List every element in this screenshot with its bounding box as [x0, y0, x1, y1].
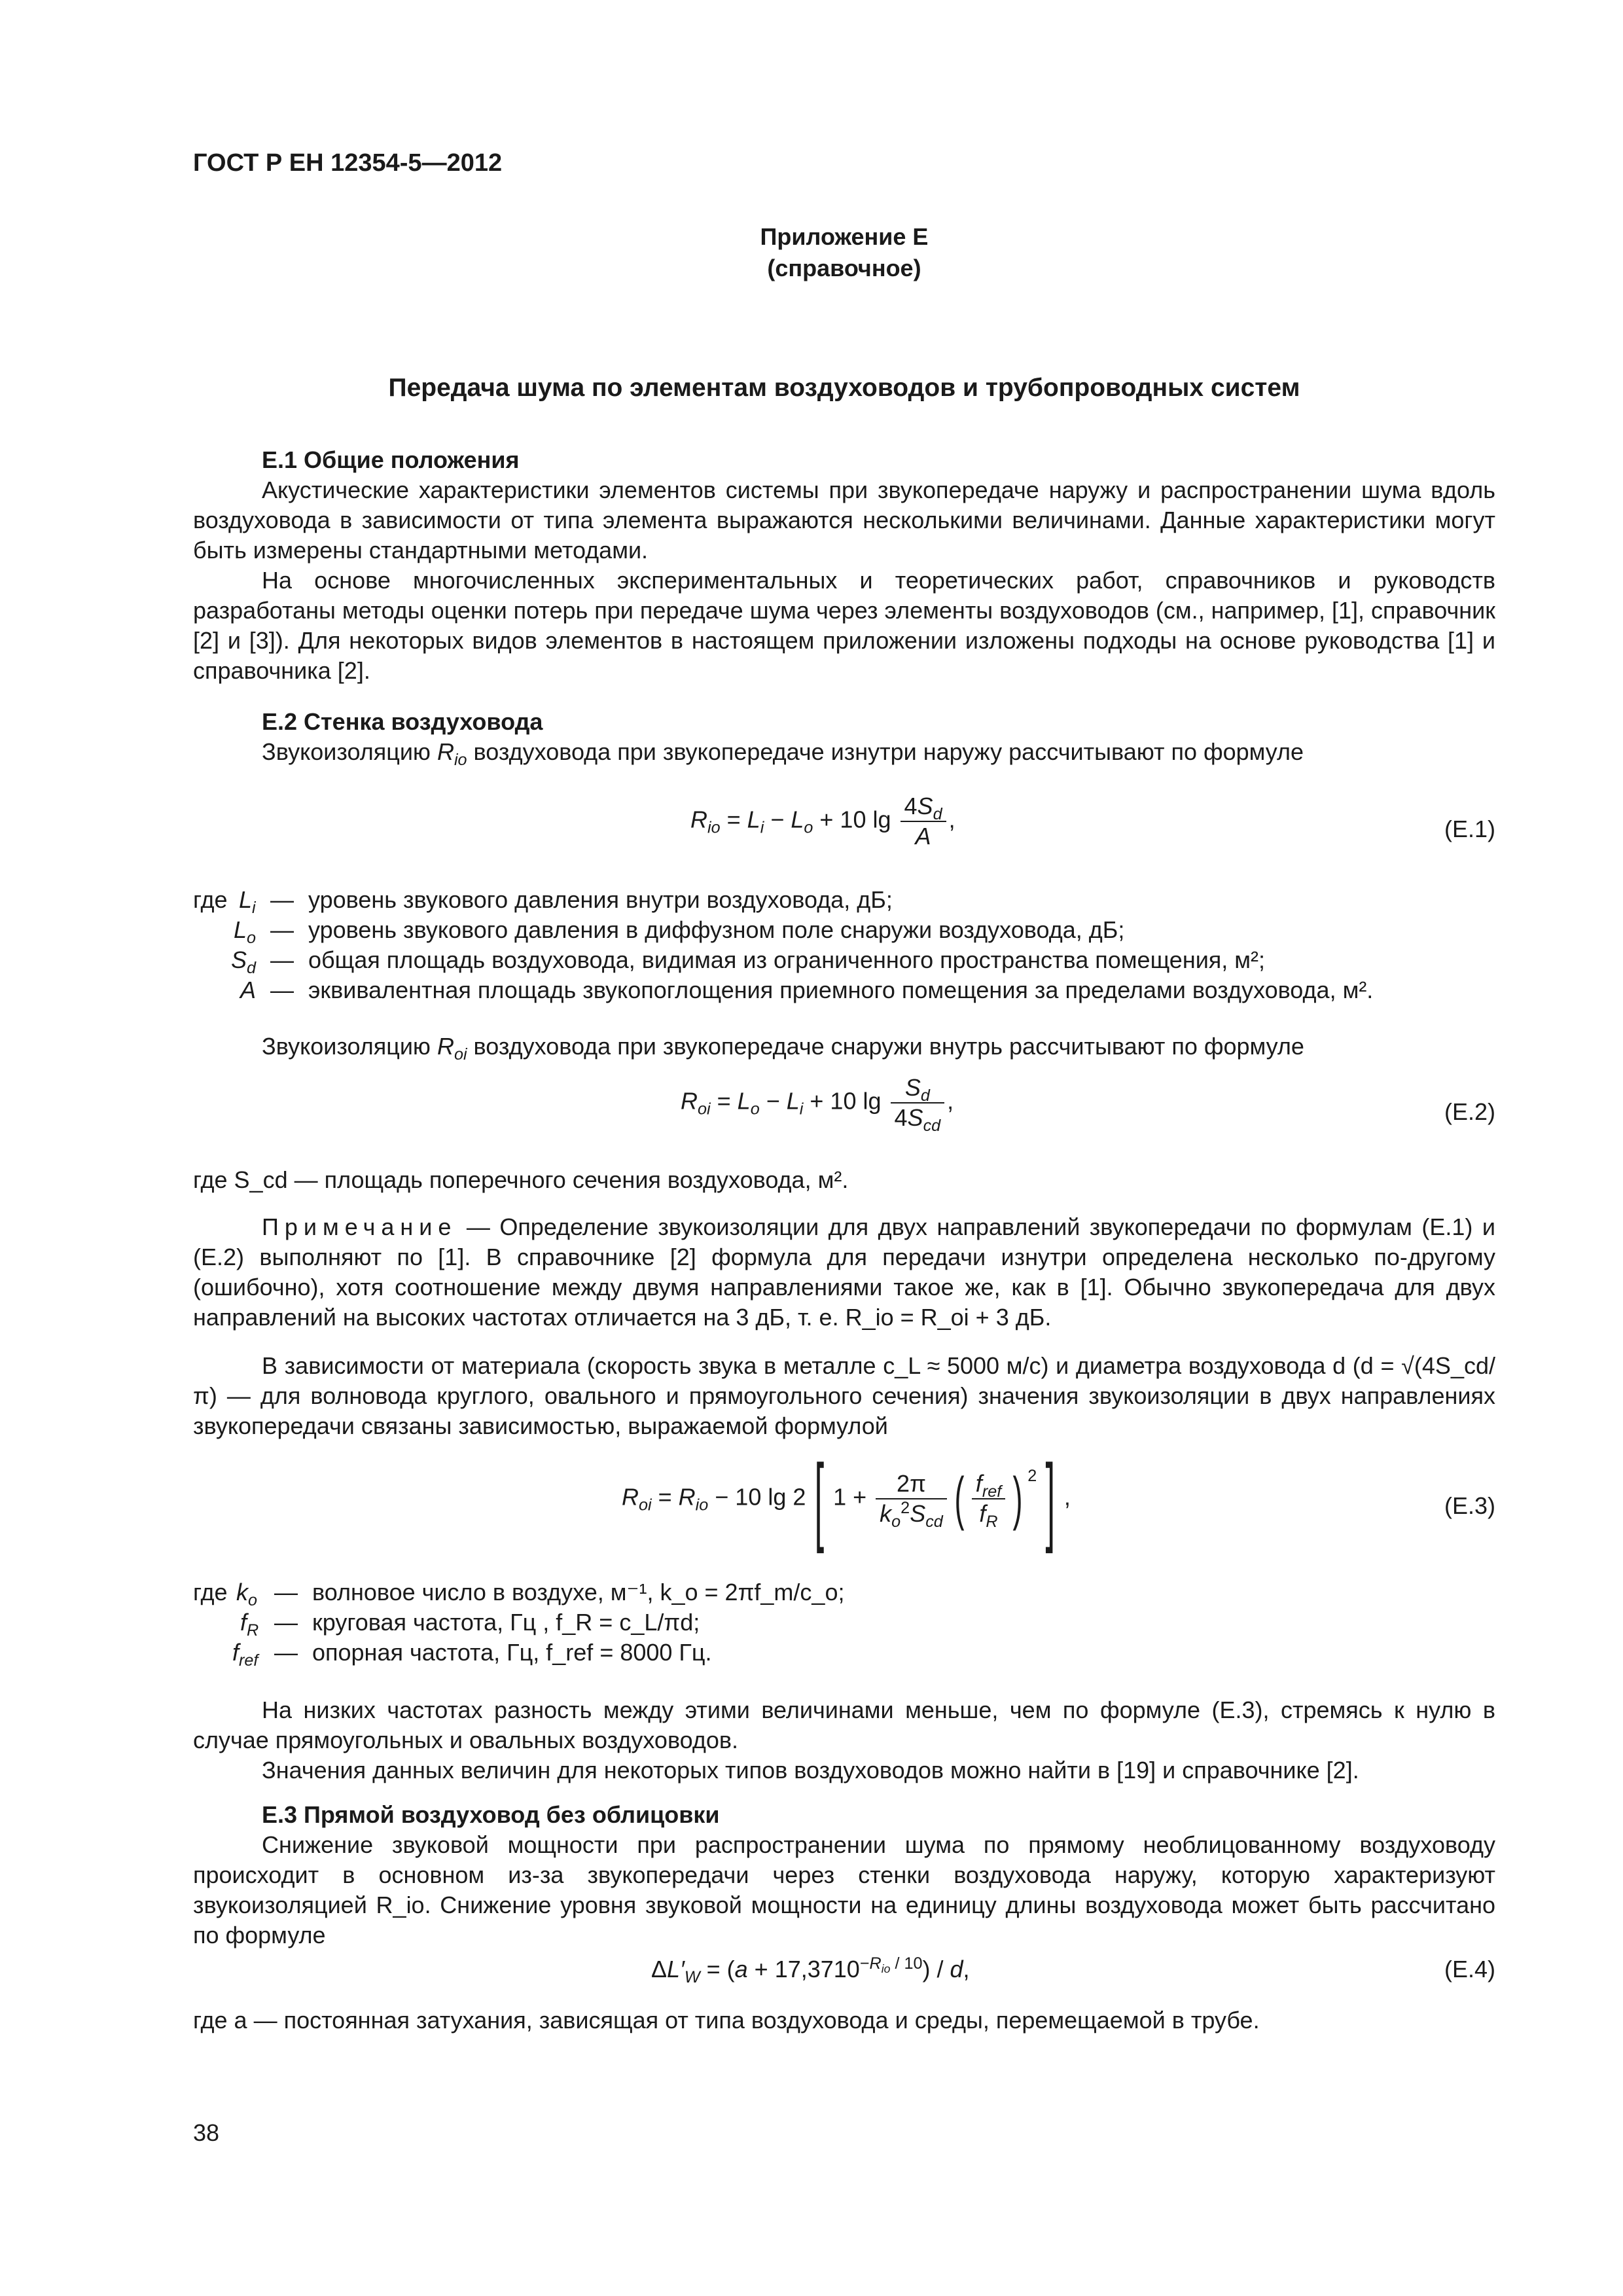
- formula-e4: [193, 1954, 1495, 1994]
- section-heading: Е.3 Прямой воздуховод без облицовки: [262, 1801, 720, 1828]
- definition-item: $S_d$ — общая площадь воздуховода, видимая из ограниченного пространства помещения, м²;: [231, 946, 1266, 978]
- equation-number: (Е.4): [1444, 1956, 1495, 1982]
- paragraph: Акустические характеристики элементов системы при звукопередаче наружу и распространении шума вдоль воздуховода в зависимости от типа элемента выражаются несколькими величинами. Данные характеристики могут быть измерены стандартными методами.: [193, 476, 1495, 564]
- definition-item: A — эквивалентная площадь звукопоглощения приемного помещения за пределами воздуховода, м².: [240, 977, 1374, 1003]
- paragraph: Звукоизоляцию $R_{io}$ воздуховода при звукопередаче изнутри наружу рассчитывают по формуле: [262, 738, 1304, 770]
- section-e2: [193, 707, 1495, 770]
- section-e2-intro2: [193, 1031, 1495, 1062]
- paragraph: Звукоизоляцию $R_{oi}$ воздуховода при звукопередаче снаружи внутрь рассчитывают по формуле: [262, 1033, 1304, 1064]
- definition-scd: [193, 1165, 1495, 1195]
- paragraph: Значения данных величин для некоторых типов воздуховодов можно найти в [19] и справочнике [2].: [262, 1757, 1359, 1784]
- paragraph: На низких частотах разность между этими величинами меньше, чем по формуле (Е.3), стремясь к нулю в случае прямоугольных и овальных воздуховодов.: [193, 1696, 1495, 1753]
- definition-item: где S_cd — площадь поперечного сечения воздуховода, м².: [193, 1166, 849, 1193]
- formula-e1: [193, 792, 1495, 864]
- paragraph-material: [193, 1351, 1495, 1441]
- formula-e2-body: $R_{oi} = L_o - L_i + 10$ lg $\frac{S_d}{4S_{cd}}$ ,: [681, 1074, 954, 1136]
- section-e1: [193, 445, 1495, 686]
- section-e2-tail: [193, 1695, 1495, 1785]
- appendix-heading: [193, 221, 1495, 284]
- formula-e1-body: $R_{io} = L_i - L_o + 10$ lg $\frac{4S_d}{A}$ ,: [690, 793, 955, 850]
- section-heading: Е.1 Общие положения: [262, 446, 520, 473]
- section-heading: Е.2 Стенка воздуховода: [262, 708, 543, 735]
- definitions-list: [193, 885, 1495, 1005]
- definition-item: где $L_i$ — уровень звукового давления внутри воздуховода, дБ;: [193, 886, 893, 918]
- formula-e3: [193, 1444, 1495, 1554]
- section-e3: [193, 1800, 1495, 1950]
- paragraph: Снижение звуковой мощности при распространении шума по прямому необлицованному воздуховоду происходит в основном из-за звукопередачи через стенки воздуховода наружу, которую характеризуют звукоизоляцией R_io. Снижение уровня звуковой мощности на единицу длины воздуховода может быть рассчитано по формуле: [193, 1831, 1495, 1948]
- paragraph: На основе многочисленных экспериментальных и теоретических работ, справочников и руководств разработаны методы оценки потерь при передаче шума через элементы воздуховодов (см., например, [1], справочник [2] и [3]). Для некоторых видов элементов в настоящем приложении изложены подходы на основе руководства [1] и справочника [2].: [193, 567, 1495, 684]
- definition-a: [193, 2005, 1495, 2036]
- definition-item: $f_{ref}$ — опорная частота, Гц, f_ref = 8000 Гц.: [232, 1639, 712, 1670]
- note-label: Примечание: [262, 1213, 457, 1240]
- page-number: 38: [193, 2119, 220, 2146]
- note-block: [193, 1212, 1495, 1333]
- definition-item: $f_R$ — круговая частота, Гц , f_R = c_L/πd;: [240, 1609, 700, 1640]
- equation-number: (Е.3): [1444, 1492, 1495, 1519]
- definitions-list: [193, 1577, 1495, 1668]
- equation-number: (Е.1): [1444, 816, 1495, 842]
- appendix-type: (справочное): [767, 255, 921, 281]
- equation-number: (Е.2): [1444, 1098, 1495, 1125]
- formula-e4-body: $\Delta L'_W = (a + 17,3710^{-R_{io} / 10}) / d$,: [651, 1954, 970, 1987]
- definition-item: где a — постоянная затухания, зависящая от типа воздуховода и среды, перемещаемой в трубе.: [193, 2007, 1260, 2034]
- formula-e2: [193, 1073, 1495, 1145]
- formula-e3-body: $R_{oi} = R_{io} - 10$ lg 2[ 1 + $\frac{2\pi}{k_o^2S_{cd}}$ ( $\frac{f_{ref}}{f_R}$ ) $^2$] ,: [622, 1444, 1071, 1554]
- appendix-title: Приложение Е: [760, 223, 929, 250]
- note-paragraph: Примечание — Определение звукоизоляции для двух направлений звукопередачи по формулам (Е.1) и (Е.2) выполняют по [1]. В справочнике [2] формула для передачи изнутри определена несколько по-другому (ошибочно), хотя соотношение между двумя направлениями такое же, как в [1]. Обычно звукопередача для двух направлений на высоких частотах отличается на 3 дБ, т. е. R_io = R_oi + 3 дБ.: [193, 1213, 1495, 1331]
- definition-item: где $k_o$ — волновое число в воздухе, м⁻¹, k_o = 2πf_m/c_o;: [193, 1579, 845, 1610]
- paragraph: В зависимости от материала (скорость звука в металле c_L ≈ 5000 м/с) и диаметра воздуховода d (d = √(4S_cd/π) — для волновода круглого, овального и прямоугольного сечения) значения звукоизоляции в двух направлениях звукопередачи связаны зависимостью, выражаемой формулой: [193, 1352, 1495, 1439]
- appendix-subject-title: Передача шума по элементам воздуховодов и трубопроводных систем: [388, 374, 1300, 402]
- definition-item: $L_o$ — уровень звукового давления в диффузном поле снаружи воздуховода, дБ;: [234, 916, 1125, 948]
- document-code: ГОСТ Р ЕН 12354-5—2012: [193, 149, 503, 177]
